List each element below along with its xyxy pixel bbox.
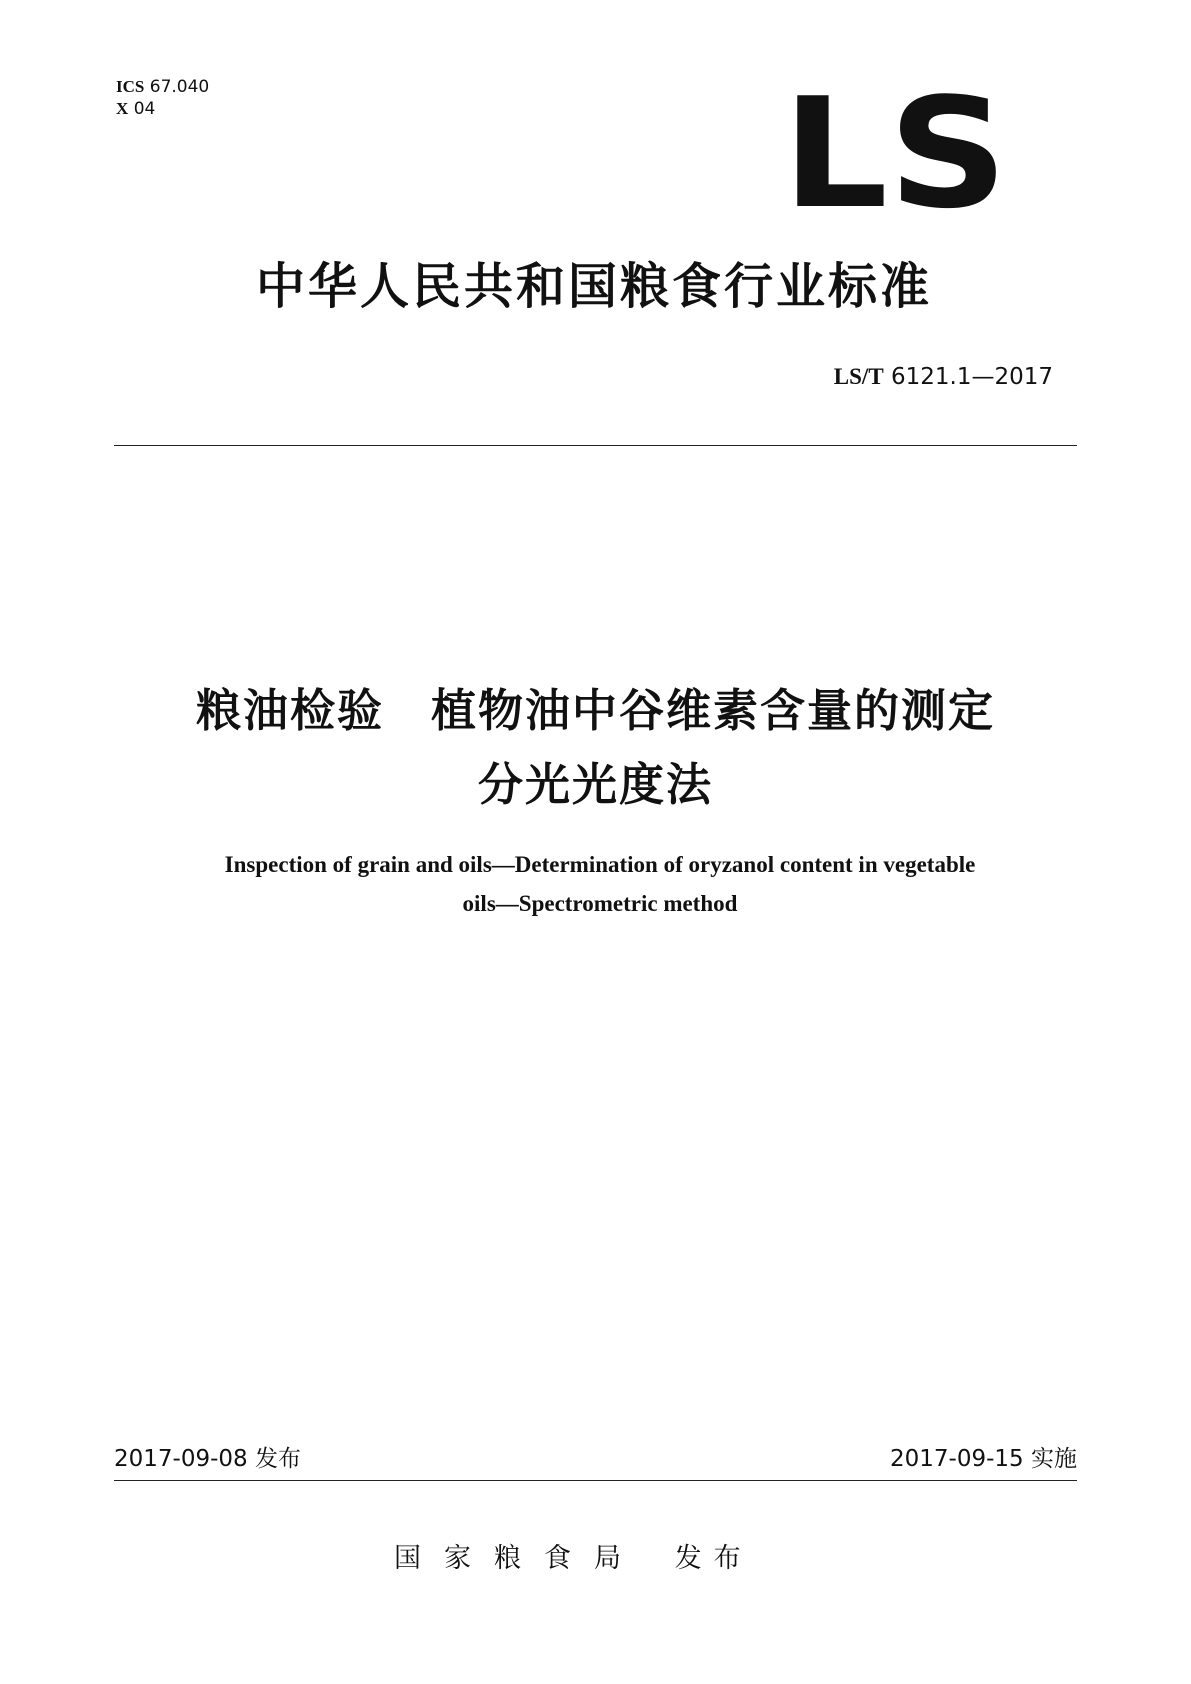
- top-divider: [114, 445, 1077, 446]
- publisher-organization: 国家粮食局: [394, 1543, 644, 1574]
- ics-code-value: 67.040: [149, 77, 210, 97]
- implementation-date: 2017-09-15 实施: [890, 1446, 1077, 1472]
- english-title-line-2: oils—Spectrometric method: [462, 891, 738, 916]
- chinese-title-line-1: 粮油检验 植物油中谷维素含量的测定: [195, 684, 995, 737]
- chinese-title-line-2: 分光光度法: [477, 758, 713, 811]
- english-title-line-1: Inspection of grain and oils—Determination of oryzanol content in vegetable: [224, 852, 976, 877]
- standard-number-value: 6121.1—2017: [890, 364, 1053, 390]
- ics-code-key: ICS: [116, 77, 145, 96]
- ls-logo-text: LS: [782, 92, 1008, 210]
- ccs-code-value: 04: [133, 99, 156, 119]
- standard-number-prefix: LS/T: [833, 364, 884, 389]
- classification-codes: [116, 76, 209, 120]
- ls-logo: [780, 92, 1010, 210]
- ics-code-line: [116, 76, 209, 98]
- ccs-code-key: X: [116, 99, 129, 118]
- issue-date: 2017-09-08 发布: [114, 1446, 301, 1472]
- bottom-divider: [114, 1480, 1077, 1481]
- publisher-action: 发布: [674, 1543, 753, 1574]
- standard-category-title: 中华人民共和国粮食行业标准: [255, 258, 932, 315]
- standard-number: [834, 364, 1053, 390]
- publisher-line: [394, 1536, 753, 1575]
- ccs-code-line: [116, 98, 209, 120]
